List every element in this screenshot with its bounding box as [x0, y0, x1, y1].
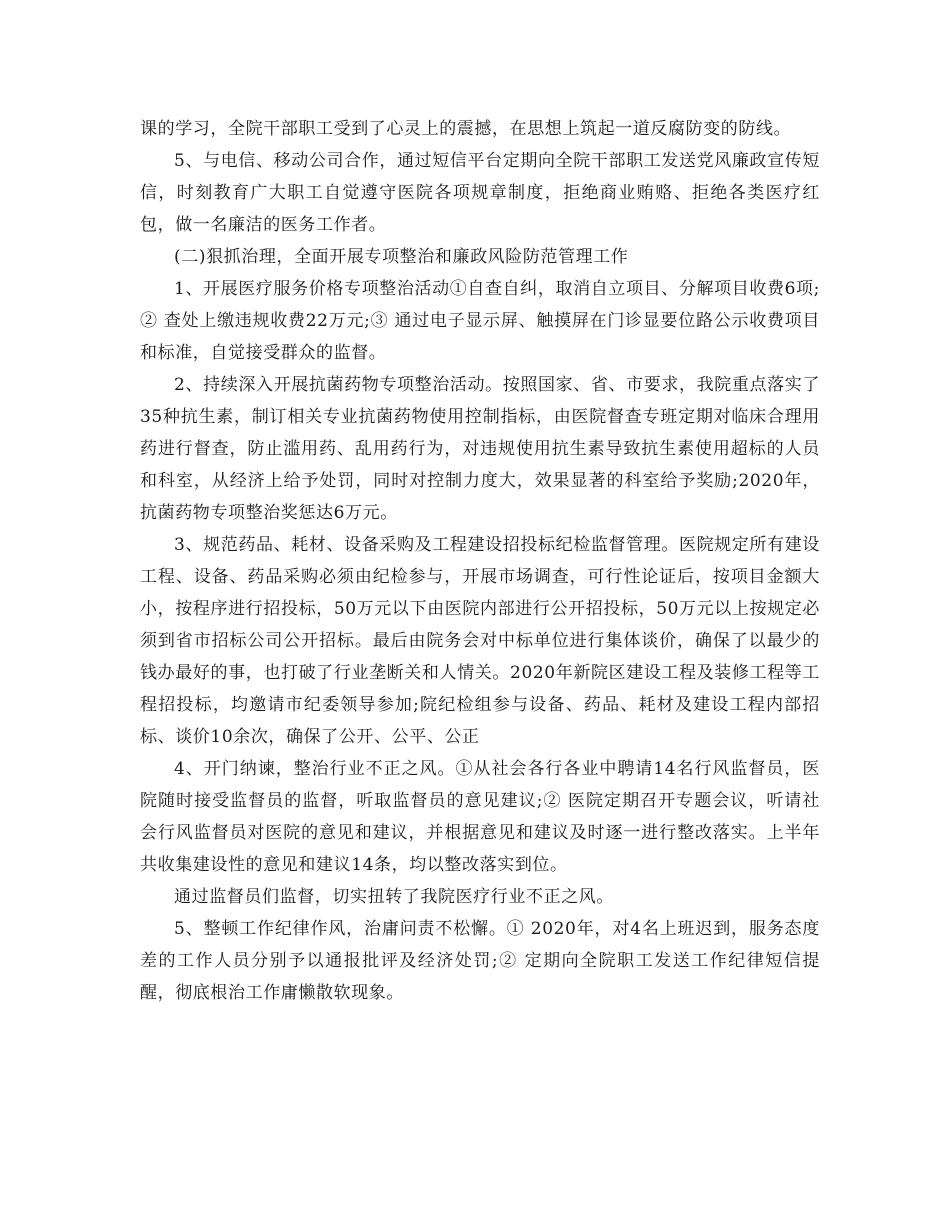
section-heading-governance: (二)狠抓治理，全面开展专项整治和廉政风险防范管理工作 [174, 247, 629, 267]
paragraph-antibiotics-rectification: 2、持续深入开展抗菌药物专项整治活动。按照国家、省、市要求，我院重点落实了35种抗生素，制订相关专业抗菌药物使用控制指标，由医院督查专班定期对临床合理用药进行督查，防止滥用药、乱用药行为，对违规使用抗生素导致抗生素使用超标的人员和科室，从经济上给予处罚，同时对控制力度大，效果显著的科室给予奖励;2020年，抗菌药物专项整治奖惩达6万元。 [140, 375, 820, 523]
paragraph-sms-campaign: 5、与电信、移动公司合作，通过短信平台定期向全院干部职工发送党风廉政宣传短信，时刻教育广大职工自觉遵守医院各项规章制度，拒绝商业贿赂、拒绝各类医疗红包，做一名廉洁的医务工作者。 [140, 151, 820, 235]
paragraph-procurement-supervision: 3、规范药品、耗材、设备采购及工程建设招投标纪检监督管理。医院规定所有建设工程、设备、药品采购必须由纪检参与，开展市场调查，可行性论证后，按项目金额大小，按程序进行招投标，50万元以下由医院内部进行公开招投标，50万元以上按规定必须到省市招标公司公开招标。最后由院务会对中标单位进行集体谈价，确保了以最少的钱办最好的事，也打破了行业垄断关和人情关。2020年新院区建设工程及装修工程等工程招投标，均邀请市纪委领导参加;院纪检组参与设备、药品、耗材及建设工程内部招标、谈价10余次，确保了公开、公平、公正 [140, 535, 820, 747]
paragraph-continuation: 课的学习，全院干部职工受到了心灵上的震撼，在思想上筑起一道反腐防变的防线。 [140, 119, 792, 139]
document-body [140, 113, 820, 1009]
paragraph-open-suggestions: 4、开门纳谏，整治行业不正之风。①从社会各行各业中聘请14名行风监督员，医院随时接受监督员的监督，听取监督员的意见建议;② 医院定期召开专题会议，听请社会行风监督员对医院的意见和建议，并根据意见和建议及时逐一进行整改落实。上半年共收集建设性的意见和建议14条，均以整改落实到位。 [140, 759, 820, 875]
paragraph-pricing-rectification: 1、开展医疗服务价格专项整治活动①自查自纠，取消自立项目、分解项目收费6项;② 查处上缴违规收费22万元;③ 通过电子显示屏、触摸屏在门诊显要位路公示收费项目和标准，自觉接受群众的监督。 [140, 279, 820, 363]
paragraph-work-discipline: 5、整顿工作纪律作风，治庸问责不松懈。① 2020年，对4名上班迟到，服务态度差的工作人员分别予以通报批评及经济处罚;② 定期向全院职工发送工作纪律短信提醒，彻底根治工作庸懒散软现象。 [140, 919, 820, 1003]
paragraph-supervision-result: 通过监督员们监督，切实扭转了我院医疗行业不正之风。 [174, 887, 614, 907]
